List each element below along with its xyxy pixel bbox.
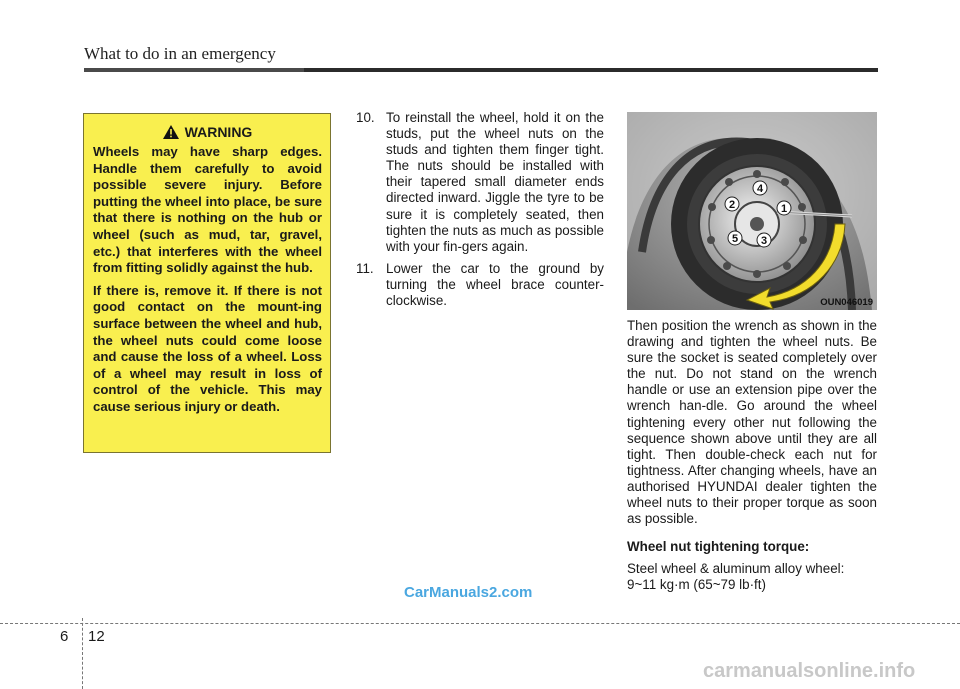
nut-label-3: 3 [760, 235, 768, 247]
nut-label-4: 4 [756, 183, 764, 195]
chapter-number: 6 [60, 628, 69, 645]
warning-box [83, 113, 331, 453]
steps-column [356, 110, 604, 315]
site-watermark: carmanualsonline.info [703, 660, 916, 682]
nut-label-2: 2 [728, 199, 736, 211]
footer-divider [82, 618, 83, 689]
nut-label-1: 1 [780, 203, 788, 215]
nut-label-5: 5 [731, 233, 739, 245]
step-11 [356, 261, 604, 309]
page-section-title: What to do in an emergency [84, 44, 276, 63]
step-text: Lower the car to the ground by turning the wheel brace counter-clockwise. [386, 260, 604, 309]
figure-code: OUN046019 [820, 297, 873, 308]
warning-heading [93, 124, 322, 140]
step-number: 11. [356, 260, 374, 276]
step-text: To reinstall the wheel, hold it on the studs, put the wheel nuts on the studs and tighten them finger tight. The nuts should be installed with their tapered small diameter ends directed inward. Jiggle the tyre to be sure it is completely seated, then tighten the nuts as much as possible with your fin-gers again. [386, 110, 604, 254]
warning-paragraph-1: Wheels may have sharp edges. Handle them carefully to avoid possible severe injury. Before putting the wheel into place, be sure that there is nothing on the hub or wheel (such as mud, tar, gravel, etc.) that interferes with the wheel from fitting solidly against the hub. [93, 144, 322, 276]
wheel-tightening-figure [627, 112, 877, 310]
watermark-link[interactable]: CarManuals2.com [404, 584, 533, 601]
header-rule-accent [84, 68, 304, 72]
torque-heading: Wheel nut tightening torque: [627, 539, 810, 555]
step-10 [356, 110, 604, 255]
warning-title: WARNING [184, 124, 253, 140]
torque-value: Steel wheel & aluminum alloy wheel: 9~11 kg·m (65~79 lb·ft) [627, 561, 845, 593]
warning-triangle-icon [163, 125, 179, 139]
step-number: 10. [356, 110, 375, 125]
instructions-column [627, 318, 877, 606]
wheel-illustration [627, 112, 877, 310]
footer-rule [0, 623, 960, 624]
warning-paragraph-2: If there is, remove it. If there is not good contact on the mount-ing surface between the wheel and hub, the wheel nuts could come loose and cause the loss of a wheel. Loss of a wheel may result in loss of control of the vehicle. This may cause serious injury or death. [93, 282, 322, 414]
tightening-instructions: Then position the wrench as shown in the drawing and tighten the wheel nuts. Be sure the socket is seated completely over the nut. Do not stand on the wrench handle or use an extension pipe over the wrench han-dle. Go around the wheel tightening every other nut following the sequence shown above until they are all tight. Then double-check each nut for tightness. After changing wheels, have an authorised HYUNDAI dealer tighten the wheel nuts to their proper torque as soon as possible. [627, 318, 877, 527]
page-number: 12 [88, 628, 105, 645]
